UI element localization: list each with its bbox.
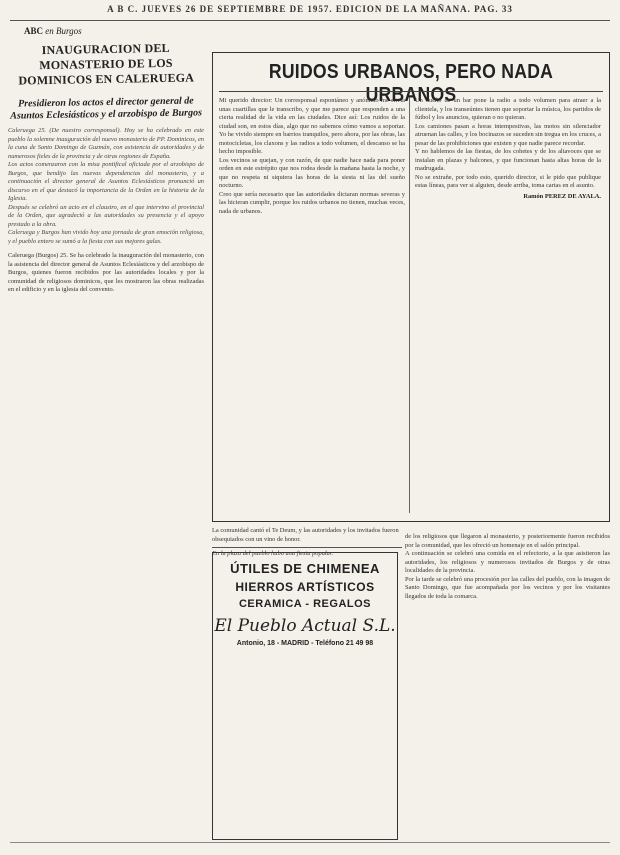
note-mid: En la plaza del pueblo hubo una fiesta popular. — [212, 547, 402, 559]
kicker-text: en Burgos — [45, 26, 82, 36]
article-kicker — [24, 26, 204, 36]
note-top: La comunidad cantó el Te Deum, y las autoridades y los invitados fueron obsequiados con un vino de honor. — [212, 527, 399, 543]
article-body-continued: Caleruega (Burgos) 25. Se ha celebrado la inauguración del monasterio, con la asistencia del director general de Asuntos Eclesiásticos y del arzobispo de Burgos, quienes fueron recibidos por las autoridades locales y por la comunidad de religiosos dominicos, que les mostraron las obras realizadas en el edificio y en la iglesia del convento. — [8, 252, 204, 293]
column-separator — [409, 97, 410, 513]
right-bottom-text: de los religiosos que llegaron al monasterio, y posteriormente fueron recibidos por la comunidad, que les ofreció un homenaje en el salón principal. A continuación se celebró una comida en el refectorio, a la que asistieron las autoridades, los religiosos y numerosos invitados de Burgos y de otras localidades de la provincia. Por la tarde se celebró una procesión por las calles del pueblo, con la imagen de Santo Domingo, que fue acompañada por los vecinos y por los visitantes llegados de toda la comarca. — [405, 533, 610, 600]
framed-article-title: RUIDOS URBANOS, PERO NADA URBANOS — [268, 61, 554, 106]
ad-line-2: HIERROS ARTÍSTICOS — [235, 580, 375, 594]
column-2-text: Un dueño de un bar pone la radio a todo volumen para atraer a la clientela, y los transeúntes tienen que soportar la música, los partidos de fútbol y los anuncios, quieran o no quieran. Los camiones pasan a horas intempestivas, las motos sin silenciador atruenan las calles, y los bocinazos se suceden sin tregua en los cruces, a pesar de las prohibiciones que existen y que nadie parece recordar. Y no hablemos de las fiestas, de los cohetes y de los altavoces que se instalan en plazas y balcones, y que funcionan hasta altas horas de la madrugada. No se extrañe, por todo esto, querido director, si le pido que publique estas líneas, para ver si alguien, desde arriba, toma cartas en el asunto. — [415, 97, 601, 189]
page-header: A B C. JUEVES 26 DE SEPTIEMBRE DE 1957. EDICION DE LA MAÑANA. PAG. 33 — [107, 4, 513, 14]
framed-article-column-2 — [415, 97, 601, 517]
ad-line-1: ÚTILES DE CHIMENEA — [230, 561, 380, 576]
article-subheadline: Presidieron los actos el director general de Asuntos Eclesiásticos y el arzobispo de Burgos — [10, 95, 203, 122]
article-headline: INAUGURACION DEL MONASTERIO DE LOS DOMINICOS EN CALERUEGA — [18, 40, 195, 88]
right-bottom-column — [405, 527, 610, 842]
column-1-text: Mi querido director: Un corresponsal espontáneo y anónimo me envía unas cuartillas que le transcribo, y que me parece que responden a una cierta realidad de la vida en las ciudades. Dice así: Los ruidos de la ciudad son, en estos días, algo que no sabemos cómo vamos a soportar. Yo he vivido siempre en barrios tranquilos, pero ahora, por las obras, las motocicletas, los claxons y las radios a todo volumen, el descanso se ha hecho imposible. Los vecinos se quejan, y con razón, de que nadie hace nada para poner orden en este estrépito que nos rodea desde la mañana hasta la noche, y que no respeta ni siquiera las horas de la siesta ni las del sueño nocturno. Creo que sería necesario que las autoridades dictaran normas severas y las hicieran cumplir, porque los ruidos urbanos no tienen, muchas veces, nada de urbanos. — [219, 97, 405, 215]
header-rule — [10, 20, 610, 21]
title-rule — [219, 91, 603, 92]
ad-brand: El Pueblo Actual S.L. — [214, 616, 396, 636]
framed-article-column-1 — [219, 97, 405, 517]
advertisement — [212, 552, 398, 840]
footer-rule — [10, 842, 610, 843]
framed-article — [212, 52, 610, 522]
left-article — [8, 26, 204, 846]
ad-line-3: CERAMICA - REGALOS — [238, 598, 372, 610]
article-body: Caleruega 25. (De nuestro corresponsal). Hoy se ha celebrado en este pueblo la solemne inauguración del nuevo monasterio de PP. Dominicos, en la cuna de Santo Domingo de Guzmán, con asistencia de autoridades y de numerosos fieles de la provincia y de otras regiones de España. Los actos comenzaron con la misa pontifical oficiada por el arzobispo de Burgos, que bendijo las nuevas dependencias del monasterio, y a continuación el director general de Asuntos Eclesiásticos pronunció un discurso en el que destacó la importancia de la Orden en la historia de la Iglesia. Después se celebró un acto en el claustro, en el que intervino el provincial de la Orden, que agradeció a las autoridades su presencia y el apoyo prestado a la obra. Caleruega y Burgos han vivido hoy una jornada de gran emoción religiosa, y el pueblo entero se sumó a la fiesta con sus mejores galas. — [8, 127, 204, 245]
article-signature: Ramón PEREZ DE AYALA. — [523, 192, 601, 200]
ad-address: Antonio, 18 - MADRID - Teléfono 21 49 98 — [236, 640, 374, 647]
kicker-brand: ABC — [24, 26, 44, 36]
